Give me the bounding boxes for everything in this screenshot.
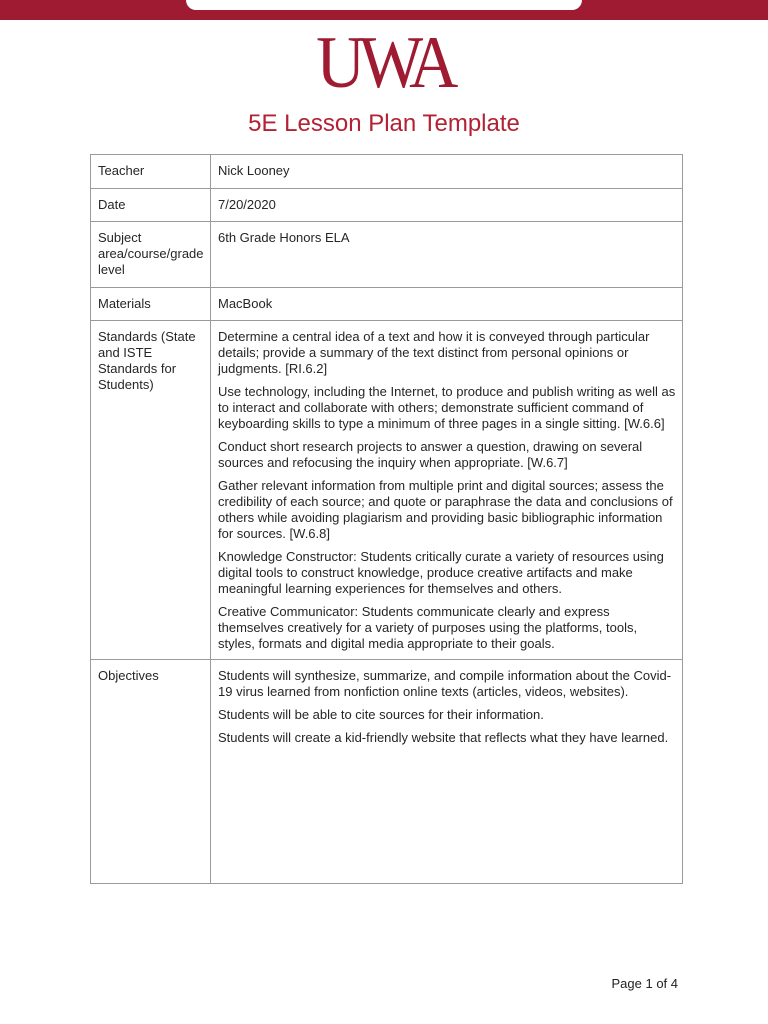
date-row (91, 189, 683, 222)
standards-row (91, 321, 683, 660)
standards-value (211, 321, 683, 660)
standard-item: Creative Communicator: Students communicate clearly and express themselves creatively for a variety of purposes using the platforms, tools, styles, formats and digital media appropriate to their goals. (218, 604, 638, 651)
date-value: 7/20/2020 (211, 189, 683, 222)
uwa-logo: UWA (316, 22, 452, 104)
objective-item: Students will be able to cite sources for their information. (218, 707, 544, 722)
top-banner-tab (186, 0, 582, 10)
standards-label: Standards (State and ISTE Standards for Students) (91, 321, 211, 660)
document-title: 5E Lesson Plan Template (248, 110, 520, 137)
materials-row (91, 288, 683, 321)
subject-value: 6th Grade Honors ELA (211, 222, 683, 288)
objectives-label: Objectives (91, 660, 211, 884)
teacher-row (91, 155, 683, 189)
materials-label: Materials (91, 288, 211, 321)
subject-row (91, 222, 683, 288)
lesson-plan-table (90, 154, 683, 884)
subject-label: Subject area/course/grade level (91, 222, 211, 288)
teacher-value: Nick Looney (211, 155, 683, 189)
objective-item: Students will create a kid-friendly website that reflects what they have learned. (218, 730, 669, 745)
standard-item: Determine a central idea of a text and how it is conveyed through particular details; provide a summary of the text distinct from personal opinions or judgments. [RI.6.2] (218, 329, 650, 376)
page-number: Page 1 of 4 (611, 976, 678, 991)
standard-item: Gather relevant information from multiple print and digital sources; assess the credibility of each source; and quote or paraphrase the data and conclusions of others while avoiding plagiarism and providing basic bibliographic information for sources. [W.6.8] (218, 478, 673, 541)
objective-item: Students will synthesize, summarize, and compile information about the Covid-19 virus learned from nonfiction online texts (articles, videos, websites). (218, 668, 672, 699)
date-label: Date (91, 189, 211, 222)
top-banner (0, 0, 768, 20)
materials-value: MacBook (211, 288, 683, 321)
standard-item: Conduct short research projects to answer a question, drawing on several sources and refocusing the inquiry when appropriate. [W.6.7] (218, 439, 643, 470)
standard-item: Knowledge Constructor: Students critically curate a variety of resources using digital tools to construct knowledge, produce creative artifacts and make meaningful learning experiences for themselves and others. (218, 549, 664, 596)
objectives-value (211, 660, 683, 884)
objectives-row (91, 660, 683, 884)
teacher-label: Teacher (91, 155, 211, 189)
standard-item: Use technology, including the Internet, to produce and publish writing as well as to interact and collaborate with others; demonstrate sufficient command of keyboarding skills to type a minimum of three pages in a single sitting. [W.6.6] (218, 384, 676, 431)
